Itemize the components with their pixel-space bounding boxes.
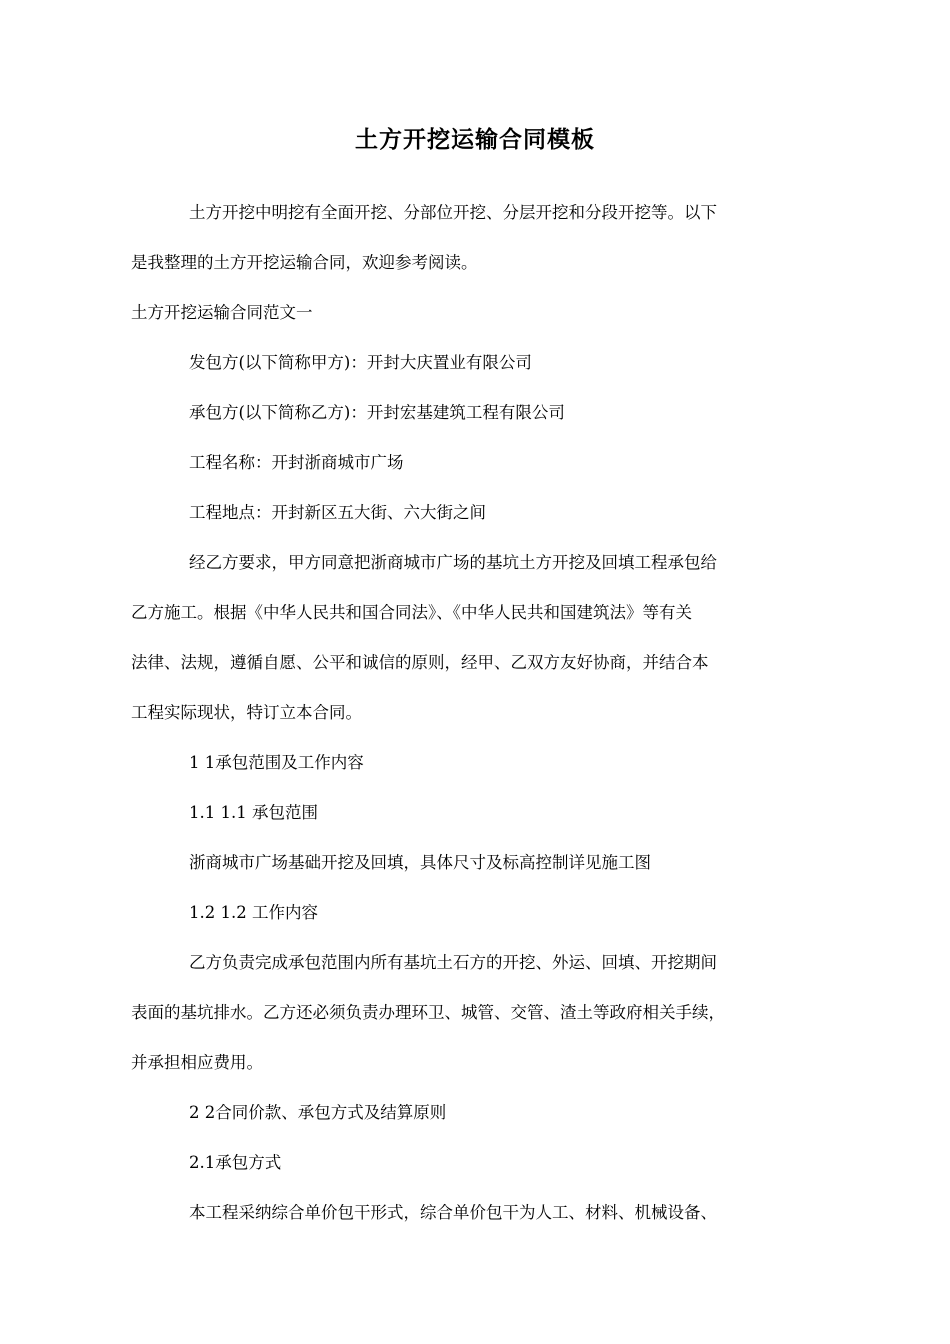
text-line: 经乙方要求，甲方同意把浙商城市广场的基坑土方开挖及回填工程承包给 (189, 553, 717, 572)
subsection-heading-1-2 (131, 888, 831, 938)
text-line: 1.2 1.2 工作内容 (189, 903, 318, 922)
text-line: 土方开挖运输合同范文一 (131, 303, 313, 322)
text-line: 乙方负责完成承包范围内所有基坑土石方的开挖、外运、回填、开挖期间 (189, 953, 717, 972)
text-line: 本工程采纳综合单价包干形式，综合单价包干为人工、材料、机械设备、 (189, 1203, 717, 1222)
text-line: 是我整理的土方开挖运输合同，欢迎参考阅读。 (131, 253, 478, 272)
text-line: 1 1承包范围及工作内容 (189, 753, 364, 772)
subsection-heading-2-1 (131, 1138, 831, 1188)
text-line: 工程地点：开封新区五大街、六大街之间 (189, 503, 486, 522)
document-title: 土方开挖运输合同模板 (355, 127, 595, 153)
text-line: 承包方(以下简称乙方)：开封宏基建筑工程有限公司 (189, 403, 565, 422)
paragraph-scope (131, 838, 831, 888)
paragraph-contract-method (131, 1188, 831, 1238)
text-line: 乙方施工。根据《中华人民共和国合同法》、《中华人民共和国建筑法》等有关 (131, 603, 692, 622)
section-heading-1 (131, 738, 831, 788)
text-line: 浙商城市广场基础开挖及回填，具体尺寸及标高控制详见施工图 (189, 853, 651, 872)
text-line: 发包方(以下简称甲方)：开封大庆置业有限公司 (189, 353, 532, 372)
text-line: 2 2合同价款、承包方式及结算原则 (189, 1103, 447, 1122)
text-line: 法律、法规，遵循自愿、公平和诚信的原则，经甲、乙双方友好协商，并结合本 (131, 653, 709, 672)
text-line: 工程实际现状，特订立本合同。 (131, 703, 362, 722)
section-heading-sample-one (131, 288, 831, 338)
paragraph-project-name (131, 438, 831, 488)
text-line: 并承担相应费用。 (131, 1053, 263, 1072)
document-body (131, 188, 831, 1238)
paragraph-intro (131, 188, 831, 288)
section-heading-2 (131, 1088, 831, 1138)
text-line: 土方开挖中明挖有全面开挖、分部位开挖、分层开挖和分段开挖等。以下 (189, 203, 717, 222)
subsection-heading-1-1 (131, 788, 831, 838)
text-line: 2.1承包方式 (189, 1153, 282, 1172)
text-line: 工程名称：开封浙商城市广场 (189, 453, 404, 472)
paragraph-project-location (131, 488, 831, 538)
paragraph-party-a (131, 338, 831, 388)
text-line: 1.1 1.1 承包范围 (189, 803, 318, 822)
text-line: 表面的基坑排水。乙方还必须负责办理环卫、城管、交管、渣土等政府相关手续， (131, 1003, 725, 1022)
paragraph-agreement (131, 538, 831, 738)
paragraph-work-content (131, 938, 831, 1088)
paragraph-party-b (131, 388, 831, 438)
